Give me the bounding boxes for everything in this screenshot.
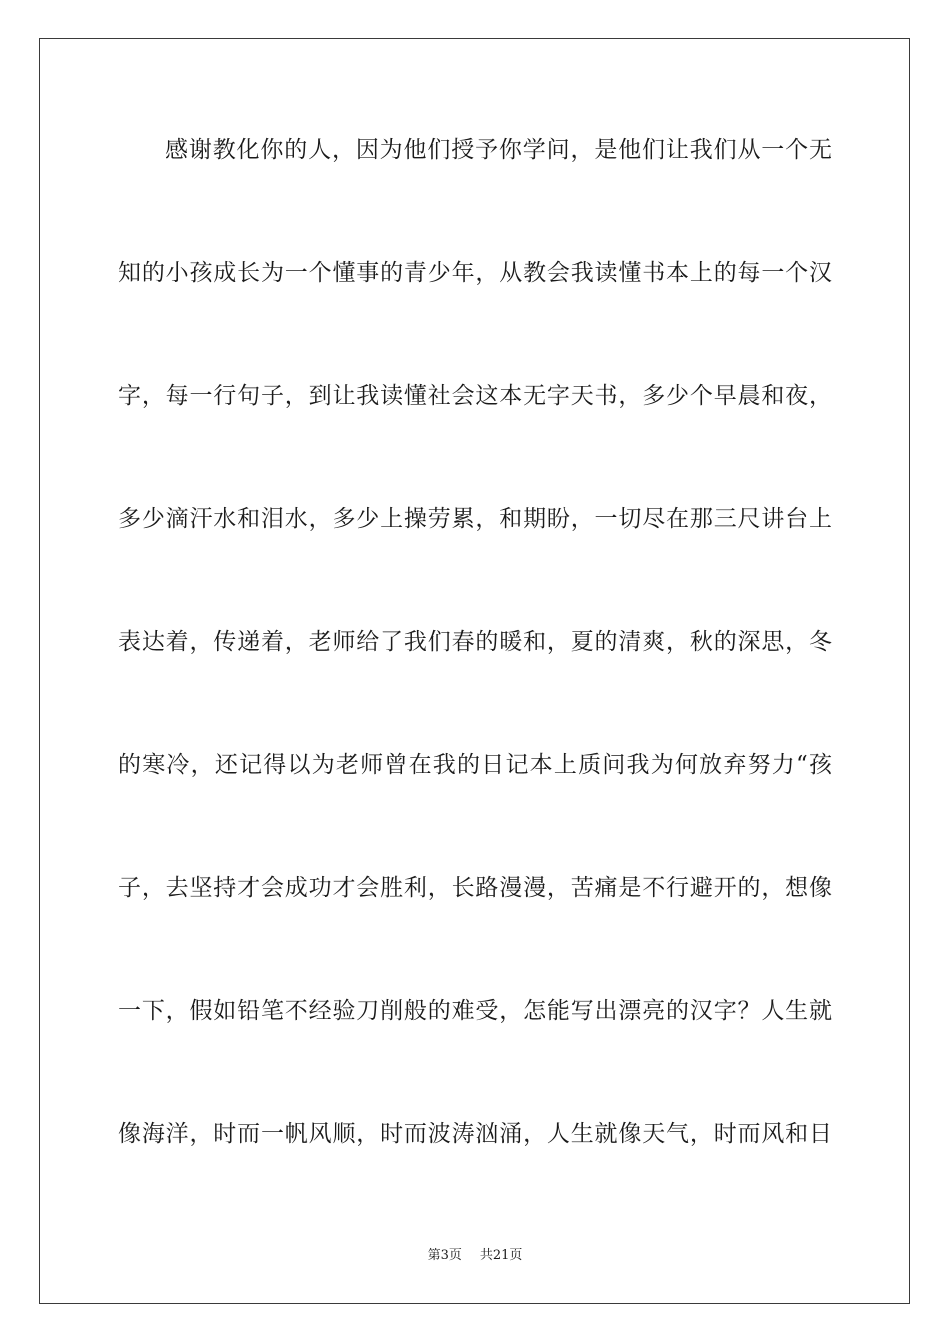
body-text-line: 表达着，传递着，老师给了我们春的暖和，夏的清爽，秋的深思，冬 <box>118 629 832 655</box>
body-text-line: 多少滴汗水和泪水，多少上操劳累，和期盼，一切尽在那三尺讲台上 <box>118 506 832 532</box>
body-text-line: 像海洋，时而一帆风顺，时而波涛汹涌，人生就像天气，时而风和日 <box>118 1121 832 1147</box>
body-text-line: 一下，假如铅笔不经验刀削般的难受，怎能写出漂亮的汉字？人生就 <box>118 998 832 1024</box>
page-frame <box>39 38 910 1304</box>
body-text-line: 感谢教化你的人，因为他们授予你学问，是他们让我们从一个无 <box>165 137 832 163</box>
body-text-line: 的寒冷，还记得以为老师曾在我的日记本上质问我为何放弃努力“孩 <box>118 752 832 778</box>
body-text-line: 字，每一行句子，到让我读懂社会这本无字天书，多少个早晨和夜， <box>118 383 832 409</box>
page-total: 共21页 <box>479 1248 523 1263</box>
body-text-line: 子，去坚持才会成功才会胜利，长路漫漫，苦痛是不行避开的，想像 <box>118 875 832 901</box>
page-number: 第3页 <box>427 1248 462 1263</box>
body-text-line: 知的小孩成长为一个懂事的青少年，从教会我读懂书本上的每一个汉 <box>118 260 832 286</box>
page-footer <box>0 1248 950 1264</box>
